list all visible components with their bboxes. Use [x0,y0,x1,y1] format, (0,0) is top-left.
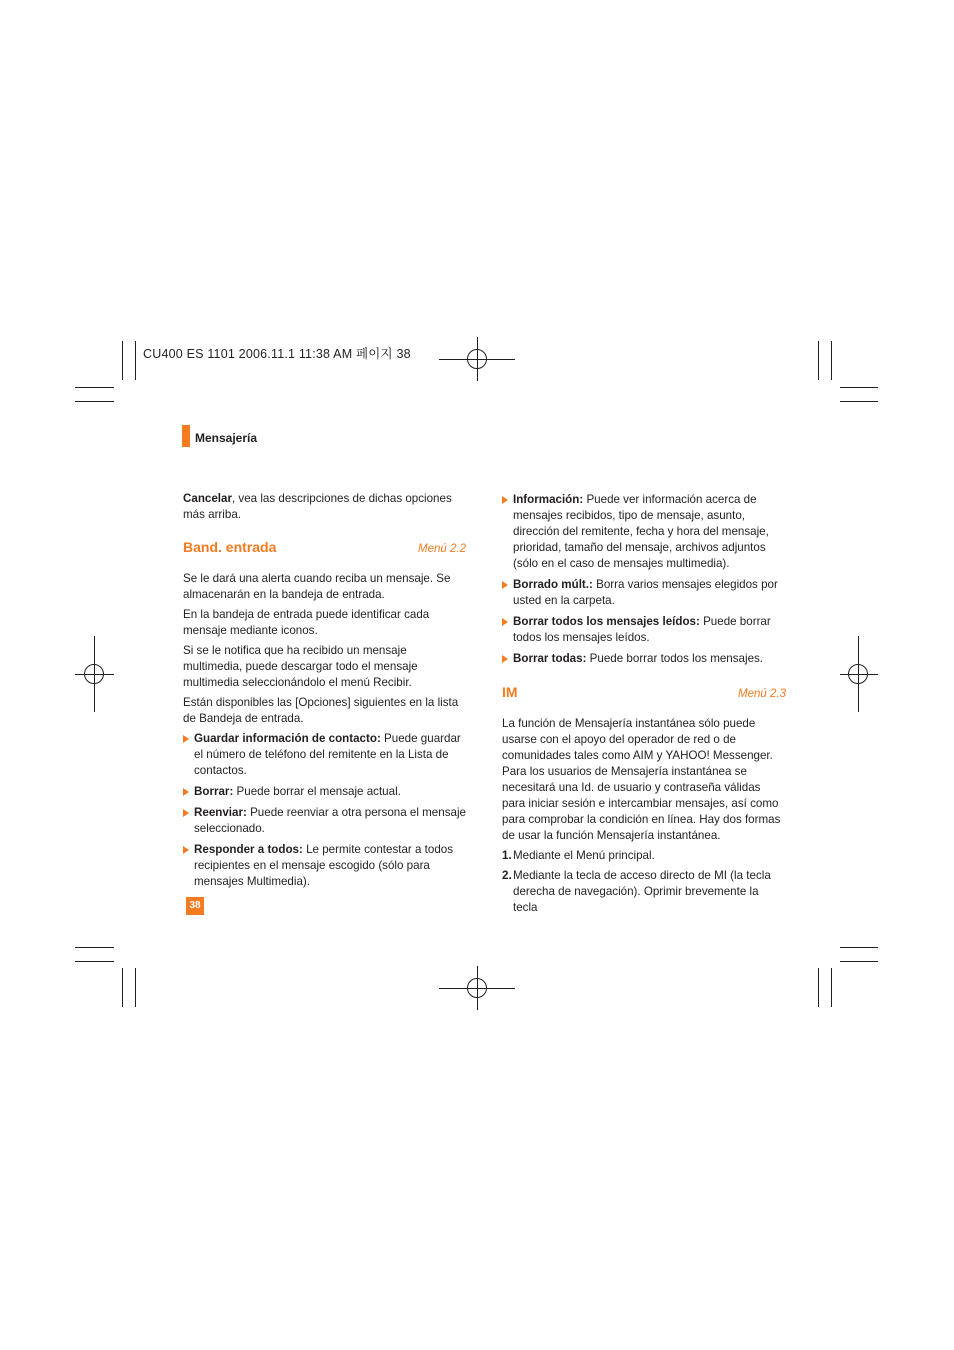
bullet-text: Puede borrar el mensaje actual. [233,785,401,798]
page-number-badge: 38 [186,897,204,915]
bullet-item [183,731,466,779]
crop-mark [818,968,819,1007]
bullet-item [502,577,786,609]
paragraph: En la bandeja de entrada puede identificar cada mensaje mediante iconos. [183,608,430,637]
crop-mark [122,968,123,1007]
section-marker [182,425,190,447]
crop-mark [818,341,819,380]
bullet-label: Responder a todos: [194,843,303,856]
triangle-bullet-icon [502,655,508,663]
bullet-label: Información: [513,493,584,506]
band-entrada-menu-ref: Menú 2.2 [418,543,466,555]
im-heading: IM [502,684,518,700]
crop-mark [840,961,878,962]
right-column [502,492,786,920]
crop-mark [840,947,878,948]
bullet-item [183,842,466,890]
paragraph: Están disponibles las [Opciones] siguientes en la lista de Bandeja de entrada. [183,696,459,725]
step-number: 2. [502,869,512,882]
step-text: Mediante el Menú principal. [513,849,655,862]
crop-mark [840,401,878,402]
crop-mark [75,387,114,388]
crop-mark [831,968,832,1007]
triangle-bullet-icon [502,618,508,626]
bullet-label: Borrar todas: [513,652,587,665]
numbered-step [502,848,786,864]
triangle-bullet-icon [183,809,189,817]
bullet-label: Borrar: [194,785,234,798]
bullet-item [502,614,786,646]
registration-circle [84,664,104,684]
registration-circle [467,978,487,998]
im-heading-row [502,684,786,702]
registration-circle [467,349,487,369]
crop-mark [831,341,832,380]
crop-mark [75,401,114,402]
bullet-text: Borra varios mensajes elegidos por usted en la carpeta. [513,578,778,607]
triangle-bullet-icon [502,581,508,589]
print-slug: CU400 ES 1101 2006.11.1 11:38 AM 페이지 38 [143,347,411,361]
triangle-bullet-icon [183,788,189,796]
step-text: Mediante la tecla de acceso directo de MI (la tecla derecha de navegación). Oprimir brevemente la tecla [513,869,771,914]
paragraph: Se le dará una alerta cuando reciba un mensaje. Se almacenarán en la bandeja de entrada. [183,572,451,601]
crop-mark [840,387,878,388]
numbered-step [502,868,786,916]
im-menu-ref: Menú 2.3 [738,688,786,700]
bullet-text: Puede borrar todos los mensajes. [586,652,764,665]
section-title: Mensajería [195,431,258,445]
triangle-bullet-icon [502,496,508,504]
bullet-text: Puede reenviar a otra persona el mensaje seleccionado. [194,806,466,835]
crop-mark [135,341,136,380]
triangle-bullet-icon [183,846,189,854]
bullet-text: Le permite contestar a todos recipientes en el mensaje escogido (sólo para mensajes Multimedia). [194,843,454,888]
bullet-item [183,805,466,837]
band-entrada-heading: Band. entrada [183,539,277,555]
bullet-item [183,784,466,800]
bullet-label: Guardar información de contacto: [194,732,381,745]
bullet-item [502,492,786,572]
intro-text: , vea las descripciones de dichas opciones más arriba. [183,492,452,521]
bullet-text: Puede guardar el número de teléfono del remitente en la Lista de contactos. [194,732,461,777]
registration-circle [848,664,868,684]
triangle-bullet-icon [183,735,189,743]
paragraph: La función de Mensajería instantánea sólo puede usarse con el apoyo del operador de red o de comunidades tales como AIM y YAHOO! Messenger. Para los usuarios de Mensajería instantánea se necesitará una Id. de usuario y contraseña válidas para iniciar sesión e intercambiar mensajes, así como para comprobar la condición en línea. Hay dos formas de usar la función Mensajería instantánea. [502,717,781,842]
crop-mark [75,961,114,962]
bullet-item [502,651,786,667]
bullet-label: Reenviar: [194,806,247,819]
crop-mark [75,947,114,948]
crop-mark [135,968,136,1007]
bullet-text: Puede ver información acerca de mensajes recibidos, tipo de mensaje, asunto, dirección del remitente, fecha y hora del mensaje, prioridad, tamaño del mensaje, archivos adjuntos (sólo en el caso de mensajes multimedia). [513,493,769,570]
left-column [183,491,466,895]
band-entrada-heading-row [183,539,466,557]
step-number: 1. [502,849,512,862]
crop-mark [122,341,123,380]
bullet-label: Borrado múlt.: [513,578,593,591]
paragraph: Si se le notifica que ha recibido un mensaje multimedia, puede descargar todo el mensaje multimedia seleccionándolo el menú Recibir. [183,644,418,689]
intro-bold: Cancelar [183,492,232,505]
bullet-label: Borrar todos los mensajes leídos: [513,615,700,628]
bullet-text: Puede borrar todos los mensajes leídos. [513,615,771,644]
intro-paragraph [183,491,466,523]
